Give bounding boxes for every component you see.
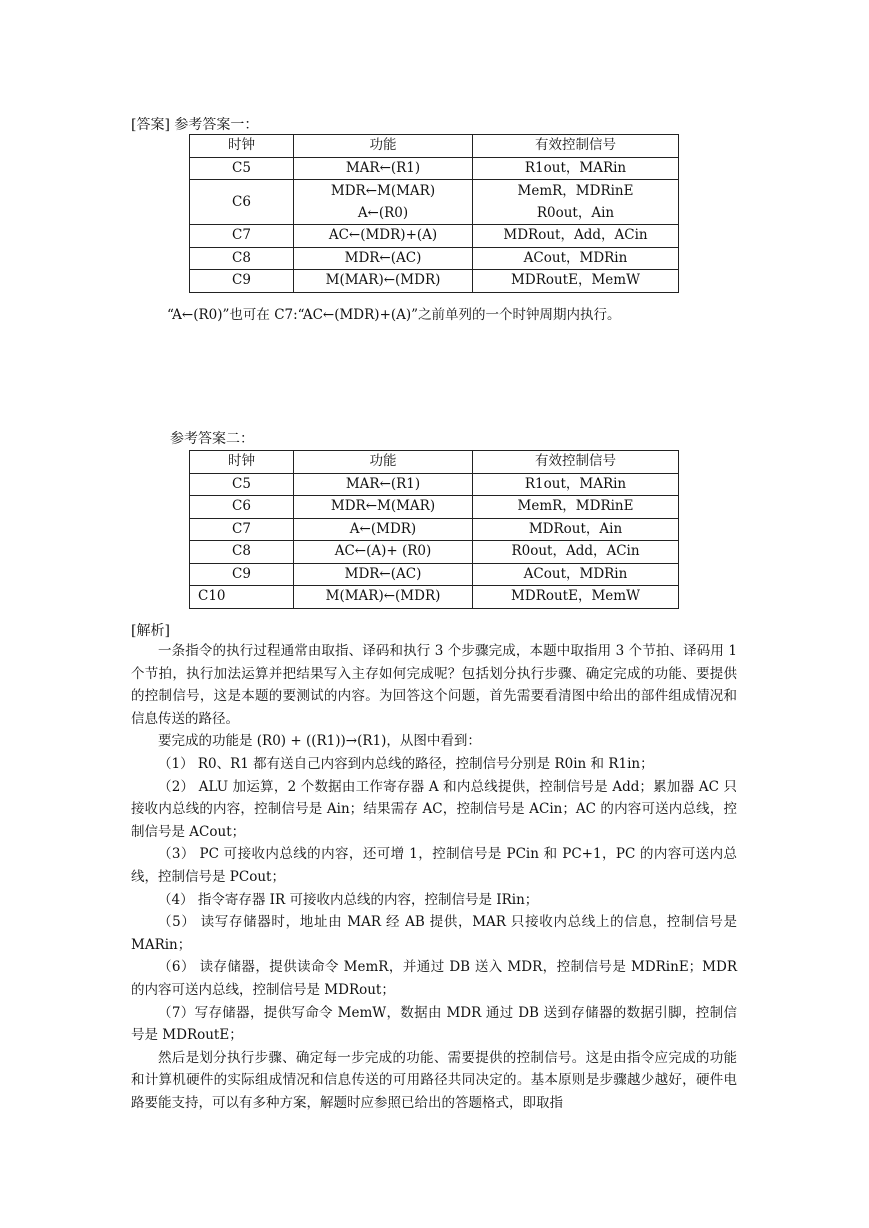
answer2-label: 参考答案二： [170,431,254,447]
cell-signals: MDRoutE，MemW [473,586,679,609]
table-row [190,586,679,609]
cell-function: MDR←(AC) [294,247,473,270]
cell-function: M(MAR)←(MDR) [294,270,473,293]
header-clock: 时钟 [190,135,294,158]
cell-function-line: A←(R0) [357,205,409,221]
table-row [190,518,679,541]
table-row [190,473,679,496]
cell-signals: MDRout，Ain [473,518,679,541]
analysis-paragraph: （6） 读存储器，提供读命令 MemR，并通过 DB 送入 MDR，控制信号是 MDRinE；MDR 的内容可送内总线，控制信号是 MDRout； [131,959,737,998]
header-function: 功能 [294,135,473,158]
cell-clock: C7 [190,225,294,248]
table-row [190,247,679,270]
cell-function-line: MDR←M(MAR) [330,183,436,199]
cell-function: AC←(MDR)+(A) [294,225,473,248]
cell-signals: R1out，MARin [473,157,679,180]
answer1-table [189,134,679,293]
table-row [190,541,679,564]
analysis-paragraph: 然后是划分执行步骤、确定每一步完成的功能、需要提供的控制信号。这是由指令应完成的功能和计算机硬件的实际组成情况和信息传送的可用路径共同决定的。基本原则是步骤越少越好，硬件电路要能支持，可以有多种方案，解题时应参照已给出的答题格式，即取指 [131,1049,737,1111]
cell-clock: C9 [190,270,294,293]
header-signals: 有效控制信号 [473,135,679,158]
cell-function [294,180,473,225]
cell-clock: C5 [190,157,294,180]
cell-clock: C6 [190,496,294,519]
cell-clock: C9 [190,563,294,586]
cell-function: A←(MDR) [294,518,473,541]
cell-function: MDR←(AC) [294,563,473,586]
cell-signals-line: R0out，Ain [536,205,615,221]
table-row [190,157,679,180]
cell-clock: C10 [190,586,294,609]
cell-signals-line: MemR，MDRinE [517,183,634,199]
analysis-label: [解析] [131,623,170,639]
cell-signals: MDRout，Add，ACin [473,225,679,248]
cell-clock: C8 [190,541,294,564]
cell-clock: C7 [190,518,294,541]
table-row [190,225,679,248]
table-row [190,563,679,586]
cell-clock: C5 [190,473,294,496]
cell-signals: ACout，MDRin [473,563,679,586]
cell-function: M(MAR)←(MDR) [294,586,473,609]
table-header-row [190,451,679,474]
analysis-paragraph: 要完成的功能是 (R0) + ((R1))→(R1)，从图中看到： [158,733,481,750]
answer1-note: “A←(R0)”也可在 C7:“AC←(MDR)+(A)”之前单列的一个时钟周期内执行。 [167,307,621,323]
cell-function: MAR←(R1) [294,473,473,496]
analysis-paragraph: （3） PC 可接收内总线的内容，还可增 1，控制信号是 PCin 和 PC+1，PC 的内容可送内总线，控制信号是 PCout； [131,846,737,885]
cell-signals [473,180,679,225]
analysis-paragraph: 一条指令的执行过程通常由取指、译码和执行 3 个步骤完成，本题中取指用 3 个节拍、译码用 1 个节拍，执行加法运算并把结果写入主存如何完成呢？包括划分执行步骤、确定完成的功能、要提供的控制信号，这是本题的要测试的内容。为回答这个问题，首先需要看清图中给出的部件组成情况和信息传送的路径。 [131,643,737,727]
header-signals: 有效控制信号 [473,451,679,474]
analysis-body [131,640,737,1114]
answer1-label: [答案] 参考答案一： [131,117,259,133]
cell-function: MDR←M(MAR) [294,496,473,519]
table-row [190,180,679,225]
cell-clock: C6 [190,180,294,225]
cell-signals: ACout，MDRin [473,247,679,270]
analysis-paragraph: （4） 指令寄存器 IR 可接收内总线的内容，控制信号是 IRin； [158,891,539,908]
cell-signals: MemR，MDRinE [473,496,679,519]
table-row [190,270,679,293]
header-clock: 时钟 [190,451,294,474]
table-row [190,496,679,519]
cell-signals: R1out，MARin [473,473,679,496]
header-function: 功能 [294,451,473,474]
cell-signals: R0out，Add，ACin [473,541,679,564]
analysis-paragraph: （1） R0、R1 都有送自己内容到内总线的路径，控制信号分别是 R0in 和 R1in； [158,755,654,772]
analysis-paragraph: （7）写存储器，提供写命令 MemW，数据由 MDR 通过 DB 送到存储器的数据引脚，控制信号是 MDRoutE； [131,1004,737,1044]
analysis-paragraph: （5） 读写存储器时，地址由 MAR 经 AB 提供，MAR 只接收内总线上的信息，控制信号是 MARin； [131,914,737,953]
cell-function: AC←(A)+ (R0) [294,541,473,564]
cell-function: MAR←(R1) [294,157,473,180]
cell-signals: MDRoutE，MemW [473,270,679,293]
cell-clock: C8 [190,247,294,270]
answer2-table [189,450,679,609]
analysis-paragraph: （2） ALU 加运算，2 个数据由工作寄存器 A 和内总线提供，控制信号是 Add；累加器 AC 只接收内总线的内容，控制信号是 Ain；结果需存 AC，控制信号是 ACin；AC 的内容可送内总线，控制信号是 ACout； [131,778,737,840]
table-header-row [190,135,679,158]
